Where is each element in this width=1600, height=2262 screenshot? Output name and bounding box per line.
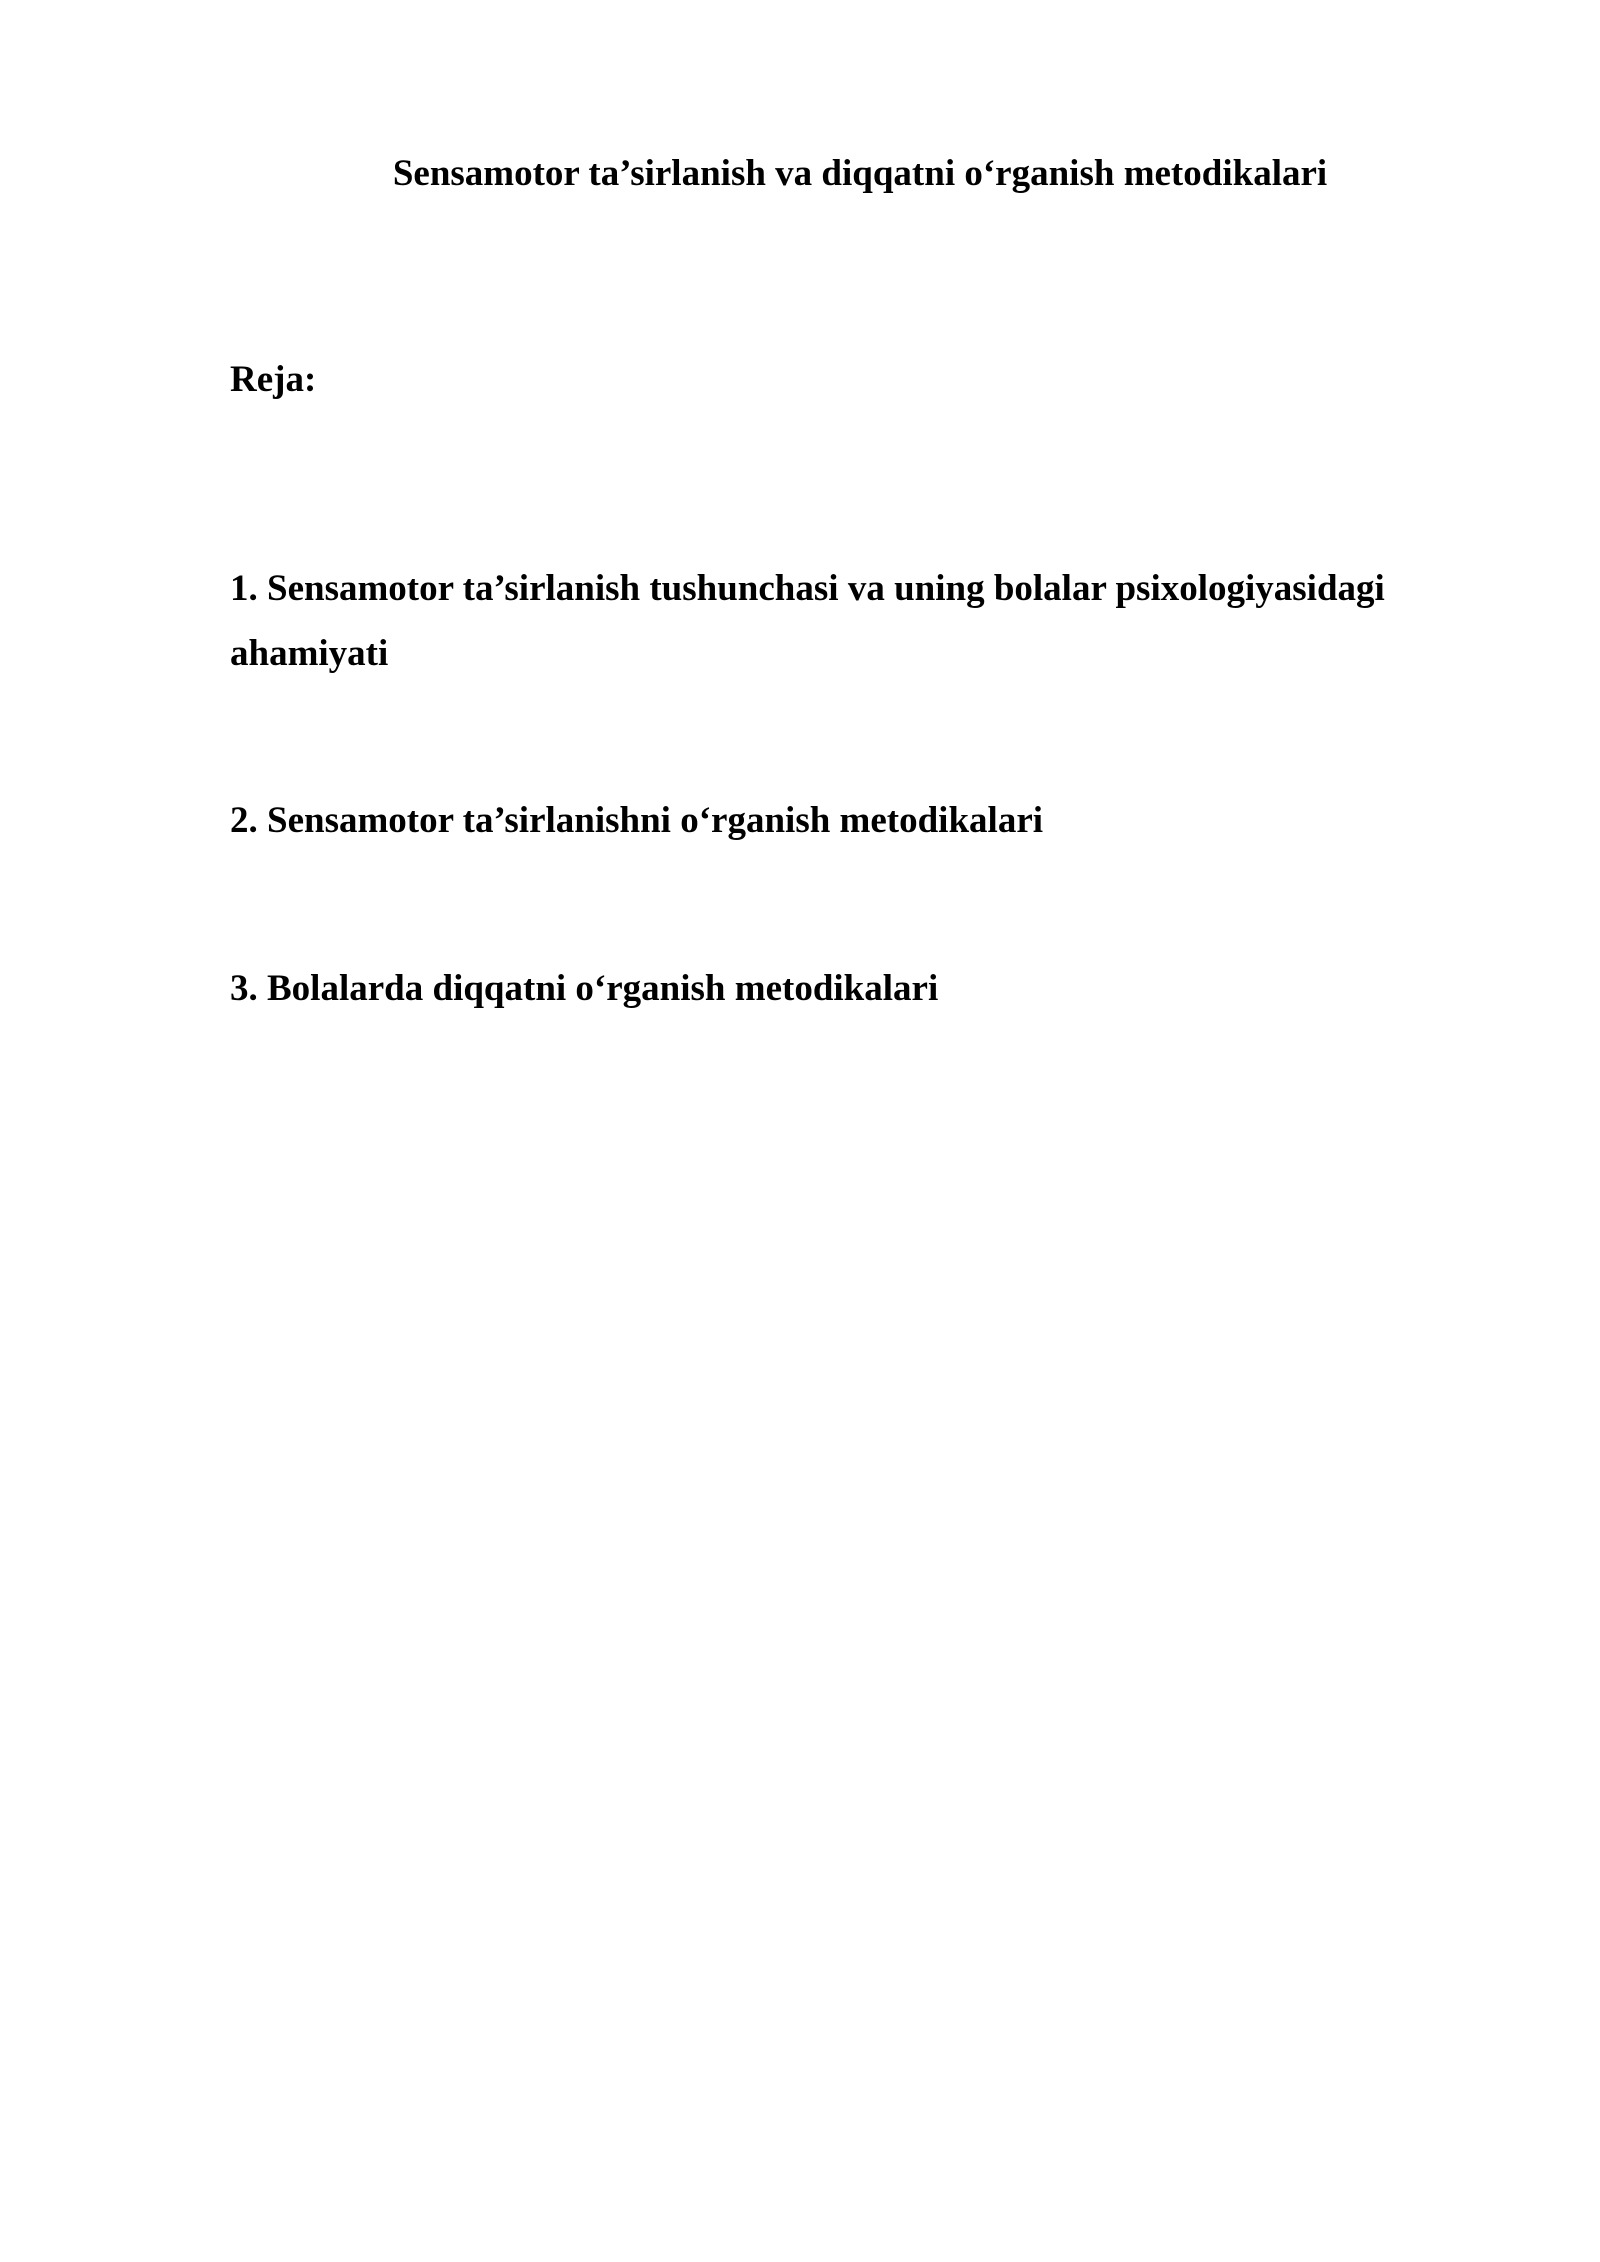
plan-item-2: 2. Sensamotor ta’sirlanishni o‘rganish metodikalari [230, 800, 1044, 841]
plan-heading: Reja: [230, 359, 317, 400]
plan-item-3: 3. Bolalarda diqqatni o‘rganish metodikalari [230, 968, 939, 1009]
document-title: Sensamotor ta’sirlanish va diqqatni o‘rganish metodikalari [392, 153, 1328, 194]
plan-item-1: 1. Sensamotor ta’sirlanish tushunchasi va uning bolalar psixologiyasidagi ahamiyati [230, 568, 1385, 674]
